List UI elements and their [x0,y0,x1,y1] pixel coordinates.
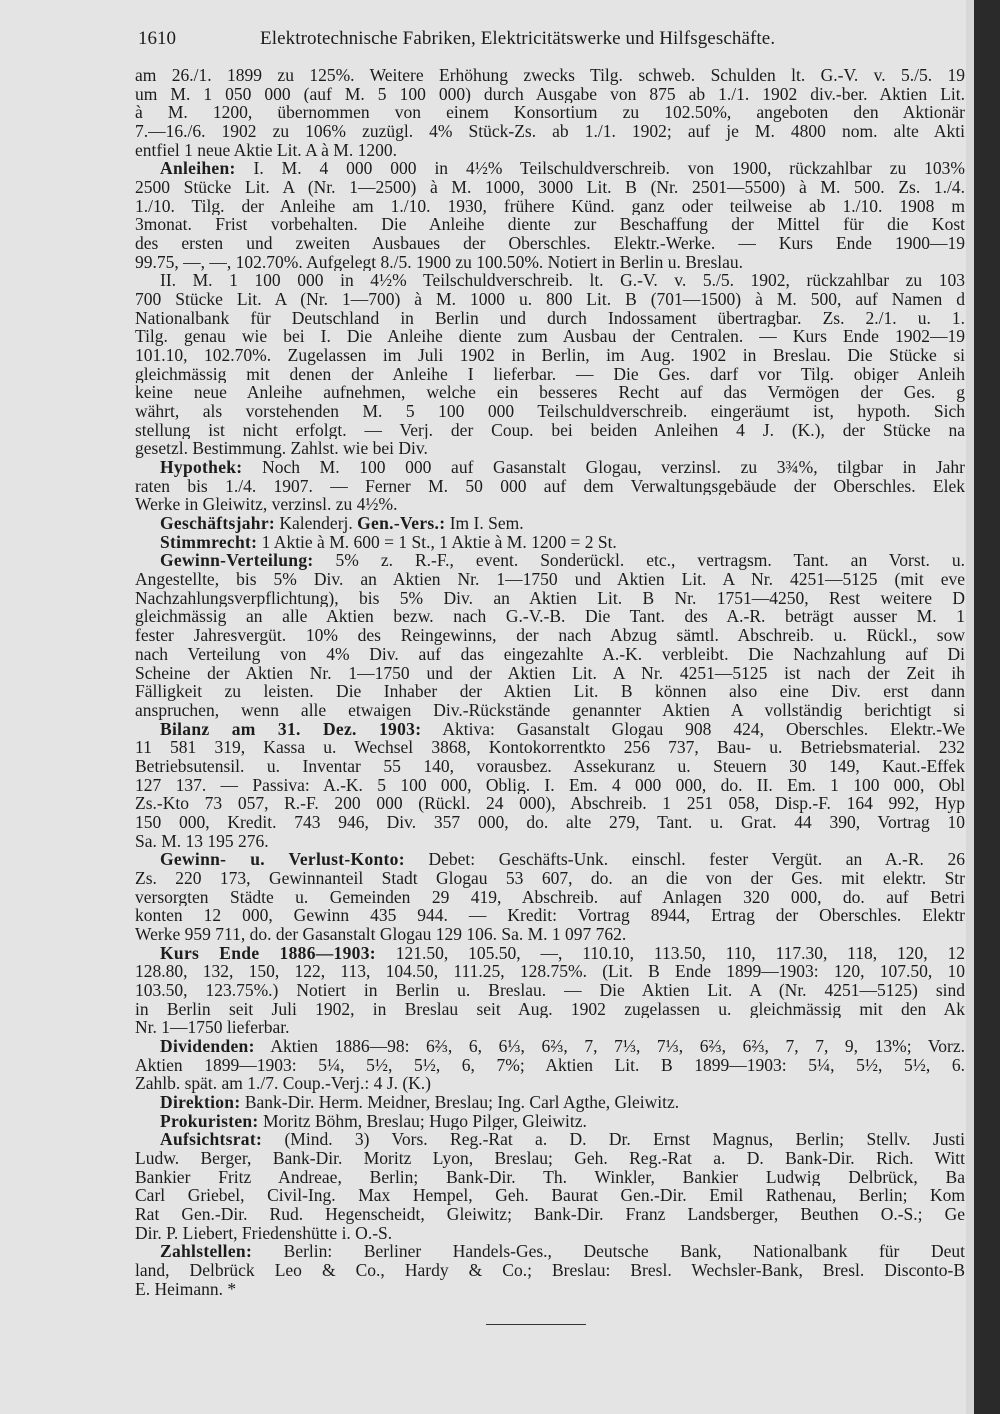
line-text: Dir. P. Liebert, Friedenshütte i. O.-S. [135,1223,393,1243]
line-text: nach Verteilung von 4% Div. auf das eingezahlte A.-K. verbleibt. Die Nachzahlung auf Di [135,644,965,664]
section-heading: Direktion: [160,1092,241,1112]
text-line [135,122,965,141]
text-line [135,1130,965,1149]
line-text: 128.80, 132, 150, 122, 113, 104.50, 111.25, 128.75%. (Lit. B Ende 1899—1903: 120, 107.50, 10 [135,962,965,981]
line-text: Rat Gen.-Dir. Rud. Hegenscheidt, Gleiwitz; Bank-Dir. Franz Landsberger, Beuthen O.-S.; Ge [135,1204,965,1224]
text-line [135,327,965,346]
section-heading: Geschäftsjahr: [160,514,276,533]
scan-edge [974,0,1000,1414]
line-text: Noch M. 100 000 auf Gasanstalt Glogau, verzinsl. zu 3¾%, tilgbar in Jahr [242,458,965,477]
text-line [135,850,965,869]
line-text: Werke in Gleiwitz, verzinsl. zu 4½%. [135,495,398,515]
line-text: gesetzl. Bestimmung. Zahlst. wie bei Div. [135,439,428,459]
line-text: E. Heimann. * [135,1279,237,1299]
line-text: Kalenderj. [275,514,358,533]
text-line [135,421,965,440]
line-text: à M. 1200, übernommen von einem Konsortium zu 102.50%, angeboten den Aktionär [135,103,965,123]
section-heading: Hypothek: [160,458,243,477]
text-line [135,1149,965,1168]
line-text: Nr. 1—1750 lieferbar. [135,1018,290,1037]
text-line [135,439,965,458]
line-text: (Mind. 3) Vors. Reg.-Rat a. D. Dr. Ernst Magnus, Berlin; Stellv. Justi [262,1130,965,1149]
text-line [135,477,965,496]
section-heading: Dividenden: [160,1036,255,1056]
text-line [135,1261,965,1280]
text-line [135,1112,965,1131]
text-line [135,215,965,234]
text-line [135,944,965,963]
text-line [135,159,965,178]
line-text: versorgten Städte u. Gemeinden 29 419, Abschreib. auf Anlagen 320 000, do. auf Betri [135,887,965,907]
text-line [135,271,965,290]
line-text: Zs. 220 173, Gewinnanteil Stadt Glogau 53 607, do. an die von der Ges. mit elektr. Str [135,868,965,888]
line-text: Angestellte, bis 5% Div. an Aktien Nr. 1—1750 und Aktien Lit. A Nr. 4251—5125 (mit eve [135,570,965,589]
line-text: 150 000, Kredit. 743 946, Div. 357 000, do. alte 279, Tant. u. Grat. 44 390, Vortrag 10 [135,812,965,832]
line-text: 7.—16./6. 1902 zu 106% zuzügl. 4% Stück-Zs. ab 1./1. 1902; auf je M. 4800 nom. alte Akti [135,122,965,141]
line-text: Nachzahlungsverpflichtung), bis 5% Div. an Aktien Lit. B Nr. 1751—4250, Rest weitere D [135,588,965,608]
text-line [135,1074,965,1093]
line-text: Aktien 1899—1903: 5¼, 5½, 5½, 6, 7%; Aktien Lit. B 1899—1903: 5¼, 5½, 5½, 6. [135,1055,965,1075]
line-text: 700 Stücke Lit. A (Nr. 1—700) à M. 1000 u. 800 Lit. B (701—1500) à M. 500, auf Namen d [135,290,965,309]
section-heading: Anleihen: [160,159,236,179]
text-line [135,682,965,701]
section-heading: Zahlstellen: [160,1242,253,1261]
line-text: Debet: Geschäfts-Unk. einschl. fester Vergüt. an A.-R. 26 [404,850,965,869]
line-text: des ersten und zweiten Ausbaues der Oberschles. Elektr.-Werke. — Kurs Ende 1900—19 [135,234,965,253]
text-line [135,365,965,384]
text-line [135,701,965,720]
section-end-rule [486,1324,586,1325]
line-text: 103.50, 123.75%.) Notiert in Berlin u. Breslau. — Die Aktien Lit. A (Nr. 4251—5125) sind [135,980,965,1000]
section-heading: Gen.-Vers.: [357,514,446,533]
line-text: Berlin: Berliner Handels-Ges., Deutsche Bank, Nationalbank für Deut [252,1242,965,1261]
line-text: Im I. Sem. [445,514,524,533]
line-text: Aktiva: Gasanstalt Glogau 908 424, Oberschles. Elektr.-We [421,719,965,739]
text-line [135,383,965,402]
line-text: fester Jahresvergüt. 10% des Reingewinns, der nach Abzug sämtl. Abschreib. u. Rückl., sow [135,626,965,645]
text-line [135,1056,965,1075]
line-text: raten bis 1./4. 1907. — Ferner M. 50 000 auf dem Verwaltungsgebäude der Oberschles. Elek [135,476,965,496]
text-line [135,1093,965,1112]
line-text: Carl Griebel, Civil-Ing. Max Hempel, Geh. Baurat Gen.-Dir. Emil Rathenau, Berlin; Kom [135,1186,965,1205]
text-line [135,720,965,739]
line-text: 2500 Stücke Lit. A (Nr. 1—2500) à M. 1000, 3000 Lit. B (Nr. 2501—5500) à M. 500. Zs. 1./4. [135,178,965,197]
text-line [135,178,965,197]
text-line [135,85,965,104]
line-text: Werke 959 711, do. der Gasanstalt Glogau 129 106. Sa. M. 1 097 762. [135,924,627,944]
line-text: Aktien 1886—98: 6⅔, 6, 6⅓, 6⅔, 7, 7⅓, 7⅓, 6⅔, 6⅔, 7, 7, 9, 13%; Vorz. [254,1036,965,1056]
text-line [135,1205,965,1224]
text-line [135,495,965,514]
text-line [135,458,965,477]
section-heading: Stimmrecht: [160,532,258,552]
line-text: Betriebsutensil. u. Inventar 55 140, vorausbez. Assekuranz u. Steuern 30 149, Kaut.-Effek [135,756,965,776]
text-line [135,757,965,776]
text-line [135,103,965,122]
text-line [135,533,965,552]
page-header [138,28,968,54]
text-line [135,197,965,216]
text-line [135,832,965,851]
text-line [135,514,965,533]
text-line [135,1186,965,1205]
body-text [135,66,965,1298]
line-text: 99.75, —, —, 102.70%. Aufgelegt 8./5. 1900 zu 100.50%. Notiert in Berlin u. Breslau. [135,252,744,272]
line-text: gleichmässig mit denen der Anleihe I lieferbar. — Die Ges. darf vor Tilg. obiger Anleih [135,364,965,384]
text-line [135,981,965,1000]
text-line [135,141,965,160]
text-line [135,925,965,944]
text-line [135,1242,965,1261]
line-text: Bankier Fritz Andreae, Berlin; Bank-Dir. Th. Winkler, Bankier Ludwig Delbrück, Ba [135,1167,965,1187]
section-heading: Aufsichtsrat: [160,1130,263,1149]
line-text: keine neue Anleihe aufnehmen, welche ein besseres Recht auf das Vermögen der Ges. g [135,383,965,403]
line-text: Ludw. Berger, Bank-Dir. Moritz Lyon, Breslau; Geh. Reg.-Rat a. D. Bank-Dir. Rich. Witt [135,1148,965,1168]
text-line [135,962,965,981]
text-line [135,813,965,832]
line-text: Tilg. genau wie bei I. Die Anleihe diente zum Ausbau der Centralen. — Kurs Ende 1902—19 [135,327,965,347]
line-text: gleichmässig an alle Aktien bezw. nach G.-V.-B. Die Tant. des A.-R. beträgt ausser M. 1 [135,607,965,627]
section-heading: Kurs Ende 1886—1903: [160,943,376,963]
page-number: 1610 [138,28,176,49]
line-text: Nationalbank für Deutschland in Berlin und durch Indossament übertragbar. Zs. 2./1. u. 1. [135,308,965,328]
line-text: 11 581 319, Kassa u. Wechsel 3868, Kontokorrentkto 256 737, Bau- u. Betriebsmaterial. 232 [135,738,965,757]
text-line [135,664,965,683]
section-heading: Prokuristen: [160,1111,259,1131]
section-heading: Gewinn- u. Verlust-Konto: [160,850,405,869]
line-text: II. M. 1 100 000 in 4½% Teilschuldverschreib. lt. G.-V. v. 5./5. 1902, rückzahlbar zu 103 [160,271,965,291]
line-text: um M. 1 050 000 (auf M. 5 100 000) durch Ausgabe von 875 ab 1./1. 1902 div.-ber. Aktien Lit. [135,84,965,104]
line-text: Zs.-Kto 73 057, R.-F. 200 000 (Rückl. 24 000), Abschreib. 1 251 058, Disp.-F. 164 992, Hyp [135,794,965,813]
line-text: 121.50, 105.50, —, 110.10, 113.50, 110, 117.30, 118, 120, 12 [375,943,965,963]
text-line [135,66,965,85]
text-line [135,869,965,888]
text-line [135,1280,965,1299]
text-line [135,1224,965,1243]
line-text: in Berlin seit Juli 1902, in Breslau seit Aug. 1902 zugelassen u. gleichmässig mit den Ak [135,999,965,1019]
text-line [135,402,965,421]
text-line [135,607,965,626]
line-text: Moritz Böhm, Breslau; Hugo Pilger, Gleiwitz. [258,1111,587,1131]
line-text: land, Delbrück Leo & Co., Hardy & Co.; Breslau: Bresl. Wechsler-Bank, Bresl. Disconto-B [135,1261,965,1280]
text-line [135,346,965,365]
line-text: Scheine der Aktien Nr. 1—1750 und der Aktien Lit. A Nr. 4251—5125 ist nach der Zeit ih [135,663,965,683]
section-heading: Bilanz am 31. Dez. 1903: [160,719,422,739]
line-text: Bank-Dir. Herm. Meidner, Breslau; Ing. Carl Agthe, Gleiwitz. [240,1092,680,1112]
line-text: stellung ist nicht erfolgt. — Verj. der Coup. bei beiden Anleihen 4 J. (K.), der Stücke na [135,420,965,440]
line-text: I. M. 4 000 000 in 4½% Teilschuldverschreib. von 1900, rückzahlbar zu 103% [235,159,965,179]
line-text: Fälligkeit zu leisten. Die Inhaber der Aktien Lit. B können also eine Div. erst dann [135,682,965,701]
text-line [135,1168,965,1187]
text-line [135,888,965,907]
line-text: Zahlb. spät. am 1./7. Coup.-Verj.: 4 J. (K.) [135,1074,431,1093]
text-line [135,1037,965,1056]
text-line [135,589,965,608]
line-text: 1./10. Tilg. der Anleihe am 1./10. 1930, frühere Künd. ganz oder teilweise ab 1./10. 1908 m [135,196,965,216]
line-text: 1 Aktie à M. 600 = 1 St., 1 Aktie à M. 1200 = 2 St. [257,532,617,552]
line-text: konten 12 000, Gewinn 435 944. — Kredit: Vortrag 8944, Ertrag der Oberschles. Elektr [135,906,965,925]
text-line [135,645,965,664]
line-text: 127 137. — Passiva: A.-K. 5 100 000, Oblig. I. Em. 4 000 000, do. II. Em. 1 100 000, Obl [135,775,965,795]
text-line [135,794,965,813]
running-title: Elektrotechnische Fabriken, Elektricitätswerke und Hilfsgeschäfte. [260,28,776,49]
text-line [135,1018,965,1037]
text-line [135,570,965,589]
text-line [135,738,965,757]
text-line [135,253,965,272]
line-text: anspruchen, wenn alle etwaigen Div.-Rückstände genannter Aktien A vollständig berichtigt si [135,700,965,720]
line-text: am 26./1. 1899 zu 125%. Weitere Erhöhung zwecks Tilg. schweb. Schulden lt. G.-V. v. 5./5. 19 [135,66,965,85]
text-line [135,290,965,309]
line-text: Sa. M. 13 195 276. [135,831,269,851]
section-heading: Gewinn-Verteilung: [160,551,314,571]
line-text: währt, als vorstehenden M. 5 100 000 Teilschuldverschreib. eingeräumt ist, hypoth. Sich [135,402,965,421]
text-line [135,551,965,570]
text-line [135,234,965,253]
line-text: entfiel 1 neue Aktie Lit. A à M. 1200. [135,140,397,160]
text-line [135,906,965,925]
text-line [135,1000,965,1019]
line-text: 5% z. R.-F., event. Sonderückl. etc., vertragsm. Tant. an Vorst. u. [313,551,965,571]
text-line [135,776,965,795]
line-text: 101.10, 102.70%. Zugelassen im Juli 1902 in Berlin, im Aug. 1902 in Breslau. Die Stücke si [135,346,965,365]
line-text: 3monat. Frist vorbehalten. Die Anleihe diente zur Beschaffung der Mittel für die Kost [135,215,965,235]
text-line [135,309,965,328]
text-line [135,626,965,645]
